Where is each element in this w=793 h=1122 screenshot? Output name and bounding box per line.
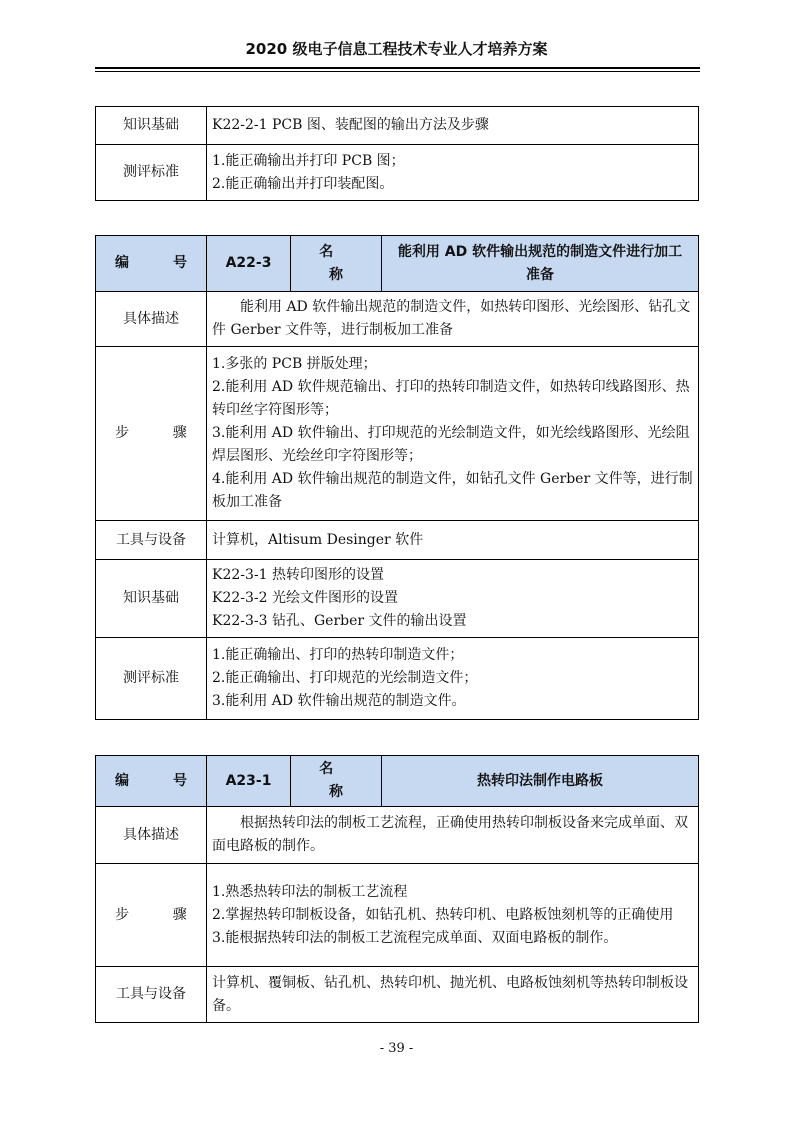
knowledge-row [96, 107, 699, 145]
criteria-row [96, 638, 699, 720]
tools-value: 计算机，Altisum Desinger 软件 [207, 521, 699, 560]
knowledge-value [207, 560, 699, 638]
criteria-row [96, 145, 699, 201]
section-a22-2-table [95, 106, 699, 201]
page-header-title: 2020 级电子信息工程技术专业人才培养方案 [245, 40, 548, 58]
header-rule-thick [95, 67, 700, 69]
name-label: 名 称 [291, 236, 382, 292]
item-name-line: 准备 [526, 266, 554, 283]
description-row [96, 292, 699, 347]
criteria-label: 测评标准 [96, 145, 207, 201]
step-line: 3.能利用 AD 软件输出、打印规范的光绘制造文件，如光绘线路图形、光绘阻焊层图形、光绘丝印字符图形等； [212, 425, 690, 464]
description-value: 能利用 AD 软件输出规范的制造文件，如热转印图形、光绘图形、钻孔文件 Gerber 文件等，进行制板加工准备 [207, 292, 699, 347]
step-line: 2.掌握热转印制板设备，如钻孔机、热转印机、电路板蚀刻机等的正确使用 [212, 906, 674, 923]
section-header-row [96, 236, 699, 292]
criteria-value [207, 638, 699, 720]
item-name [382, 236, 699, 292]
tools-row [96, 967, 699, 1023]
item-name-line: 能利用 AD 软件输出规范的制造文件进行加工 [397, 243, 683, 260]
knowledge-line: K22-3-2 光绘文件图形的设置 [212, 590, 398, 606]
knowledge-line: K22-3-3 钻孔、Gerber 文件的输出设置 [212, 613, 467, 629]
criteria-line: 1.能正确输出、打印的热转印制造文件； [212, 647, 464, 663]
name-label: 名 称 [291, 756, 382, 807]
section-a22-3-table [95, 235, 699, 720]
knowledge-label: 知识基础 [96, 107, 207, 145]
step-line: 1.多张的 PCB 拼版处理； [212, 356, 377, 372]
item-id: A23-1 [207, 756, 291, 807]
steps-value [207, 864, 699, 967]
section-header-row [96, 756, 699, 807]
steps-value [207, 347, 699, 521]
id-label: 编 号 [96, 236, 207, 292]
item-name: 热转印法制作电路板 [382, 756, 699, 807]
item-id: A22-3 [207, 236, 291, 292]
criteria-line: 2.能正确输出、打印规范的光绘制造文件； [212, 670, 478, 686]
tools-value: 计算机、覆铜板、钻孔机、热转印机、抛光机、电路板蚀刻机等热转印制板设备。 [207, 967, 699, 1023]
id-label: 编 号 [96, 756, 207, 807]
criteria-value [207, 145, 699, 201]
knowledge-line: K22-2-1 PCB 图、装配图的输出方法及步骤 [212, 117, 489, 133]
steps-row [96, 864, 699, 967]
knowledge-row [96, 560, 699, 638]
criteria-line: 1.能正确输出并打印 PCB 图； [212, 152, 405, 169]
knowledge-value [207, 107, 699, 145]
steps-label: 步 骤 [96, 864, 207, 967]
description-row [96, 807, 699, 864]
tools-label: 工具与设备 [96, 521, 207, 560]
knowledge-label: 知识基础 [96, 560, 207, 638]
description-label: 具体描述 [96, 807, 207, 864]
criteria-line: 2.能正确输出并打印装配图。 [212, 175, 394, 192]
header-rule-thin [95, 71, 700, 72]
steps-label: 步 骤 [96, 347, 207, 521]
step-line: 2.能利用 AD 软件规范输出、打印的热转印制造文件，如热转印线路图形、热转印丝字符图形等； [212, 379, 690, 418]
tools-row [96, 521, 699, 560]
criteria-line: 3.能利用 AD 软件输出规范的制造文件。 [212, 693, 466, 709]
description-label: 具体描述 [96, 292, 207, 347]
description-value: 根据热转印法的制板工艺流程，正确使用热转印制板设备来完成单面、双面电路板的制作。 [207, 807, 699, 864]
steps-row [96, 347, 699, 521]
step-line: 1.熟悉热转印法的制板工艺流程 [212, 883, 408, 900]
knowledge-line: K22-3-1 热转印图形的设置 [212, 567, 384, 583]
page-number: - 39 - [379, 1041, 414, 1056]
section-a23-1-table [95, 755, 699, 1023]
criteria-label: 测评标准 [96, 638, 207, 720]
tools-label: 工具与设备 [96, 967, 207, 1023]
step-line: 4.能利用 AD 软件输出规范的制造文件，如钻孔文件 Gerber 文件等，进行制板加工准备 [212, 471, 693, 510]
step-line: 3.能根据热转印法的制板工艺流程完成单面、双面电路板的制作。 [212, 929, 618, 946]
